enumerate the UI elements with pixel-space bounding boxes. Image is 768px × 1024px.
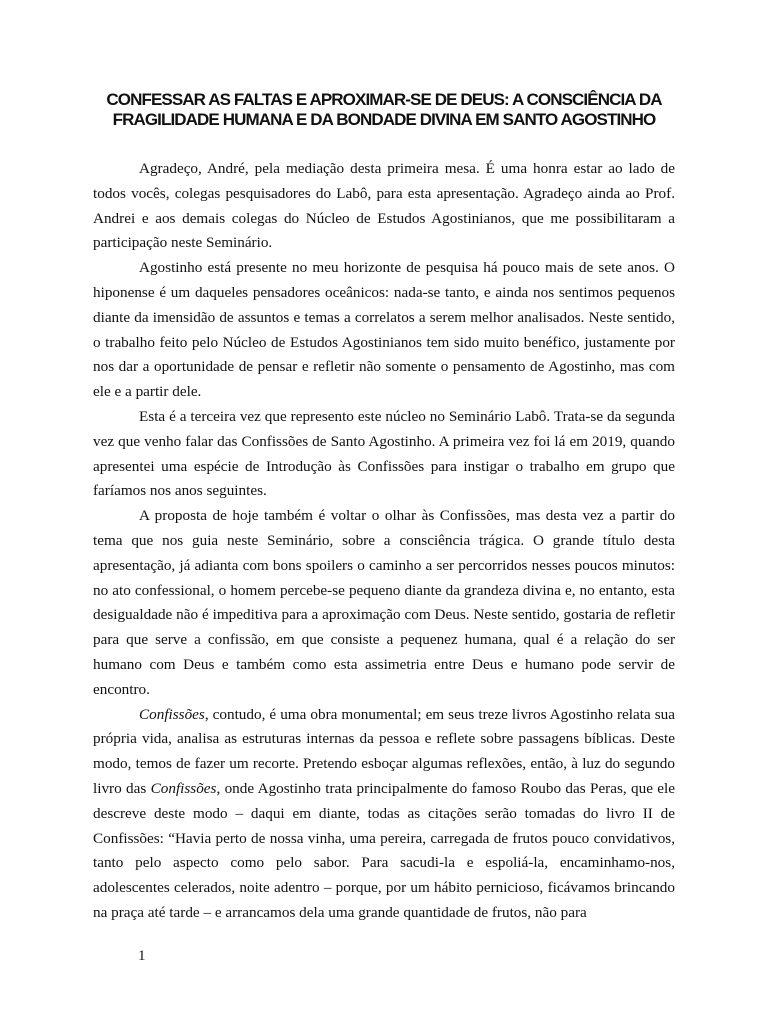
document-title: CONFESSAR AS FALTAS E APROXIMAR-SE DE DEUS: A CONSCIÊNCIA DA FRAGILIDADE HUMANA E DA BONDADE DIVINA EM SANTO AGOSTINHO <box>106 90 662 129</box>
paragraph-3: Esta é a terceira vez que represento este núcleo no Seminário Labô. Trata-se da segunda vez que venho falar das Confissões de Santo Agostinho. A primeira vez foi lá em 2019, quando apresentei uma espécie de Introdução às Confissões para instigar o trabalho em grupo que faríamos nos anos seguintes. <box>93 407 675 500</box>
paragraph-1: Agradeço, André, pela mediação desta primeira mesa. É uma honra estar ao lado de todos vocês, colegas pesquisadores do Labô, para esta apresentação. Agradeço ainda ao Prof. Andrei e aos demais colegas do Núcleo de Estudos Agostinianos, que me possibilitaram a participação neste Seminário. <box>93 160 675 252</box>
page-number: 1 <box>138 948 146 964</box>
book-title-italic: Confissões <box>139 705 205 723</box>
book-title-italic: Confissões <box>150 779 217 797</box>
paragraph-5-text-b: , onde Agostinho trata principalmente do famoso Roubo das Peras, que ele descreve deste modo – daqui em diante, todas as citações serão tomadas do livro II de Confissões: “Havia perto de nossa vinha, uma pereira, carregada de frutos pouco convidativos, tanto pelo aspecto como pelo sabor. Para sacudi-la e espoliá-la, encaminhamo-nos, adolescentes celerados, noite adentro – porque, por um hábito pernicioso, ficávamos brincando na praça até tarde – e arrancamos dela uma grande quantidade de frutos, não para <box>93 779 675 921</box>
paragraph-5 <box>93 703 675 926</box>
paragraph-4: A proposta de hoje também é voltar o olhar às Confissões, mas desta vez a partir do tema que nos guia neste Seminário, sobre a consciência trágica. O grande título desta apresentação, já adianta com bons spoilers o caminho a ser percorridos nesses poucos minutos: no ato confessional, o homem percebe-se pequeno diante da grandeza divina e, no entanto, esta desigualdade não é impeditiva para a aproximação com Deus. Neste sentido, gostaria de refletir para que serve a confissão, em que consiste a pequenez humana, qual é a relação do ser humano com Deus e também como esta assimetria entre Deus e humano pode servir de encontro. <box>93 507 675 698</box>
paragraph-5-text-a: , contudo, é uma obra monumental; em seus treze livros Agostinho relata sua própria vida, analisa as estruturas internas da pessoa e reflete sobre passagens bíblicas. Deste modo, temos de fazer um recorte. Pretendo esboçar algumas reflexões, então, à luz do segundo livro das <box>93 705 675 797</box>
document-body <box>93 157 675 926</box>
paragraph-2: Agostinho está presente no meu horizonte de pesquisa há pouco mais de sete anos. O hiponense é um daqueles pensadores oceânicos: nada-se tanto, e ainda nos sentimos pequenos diante da imensidão de assuntos e temas a correlatos a serem melhor analisados. Neste sentido, o trabalho feito pelo Núcleo de Estudos Agostinianos tem sido muito benéfico, justamente por nos dar a oportunidade de pensar e refletir não somente o pensamento de Agostinho, mas com ele e a partir dele. <box>93 259 675 401</box>
